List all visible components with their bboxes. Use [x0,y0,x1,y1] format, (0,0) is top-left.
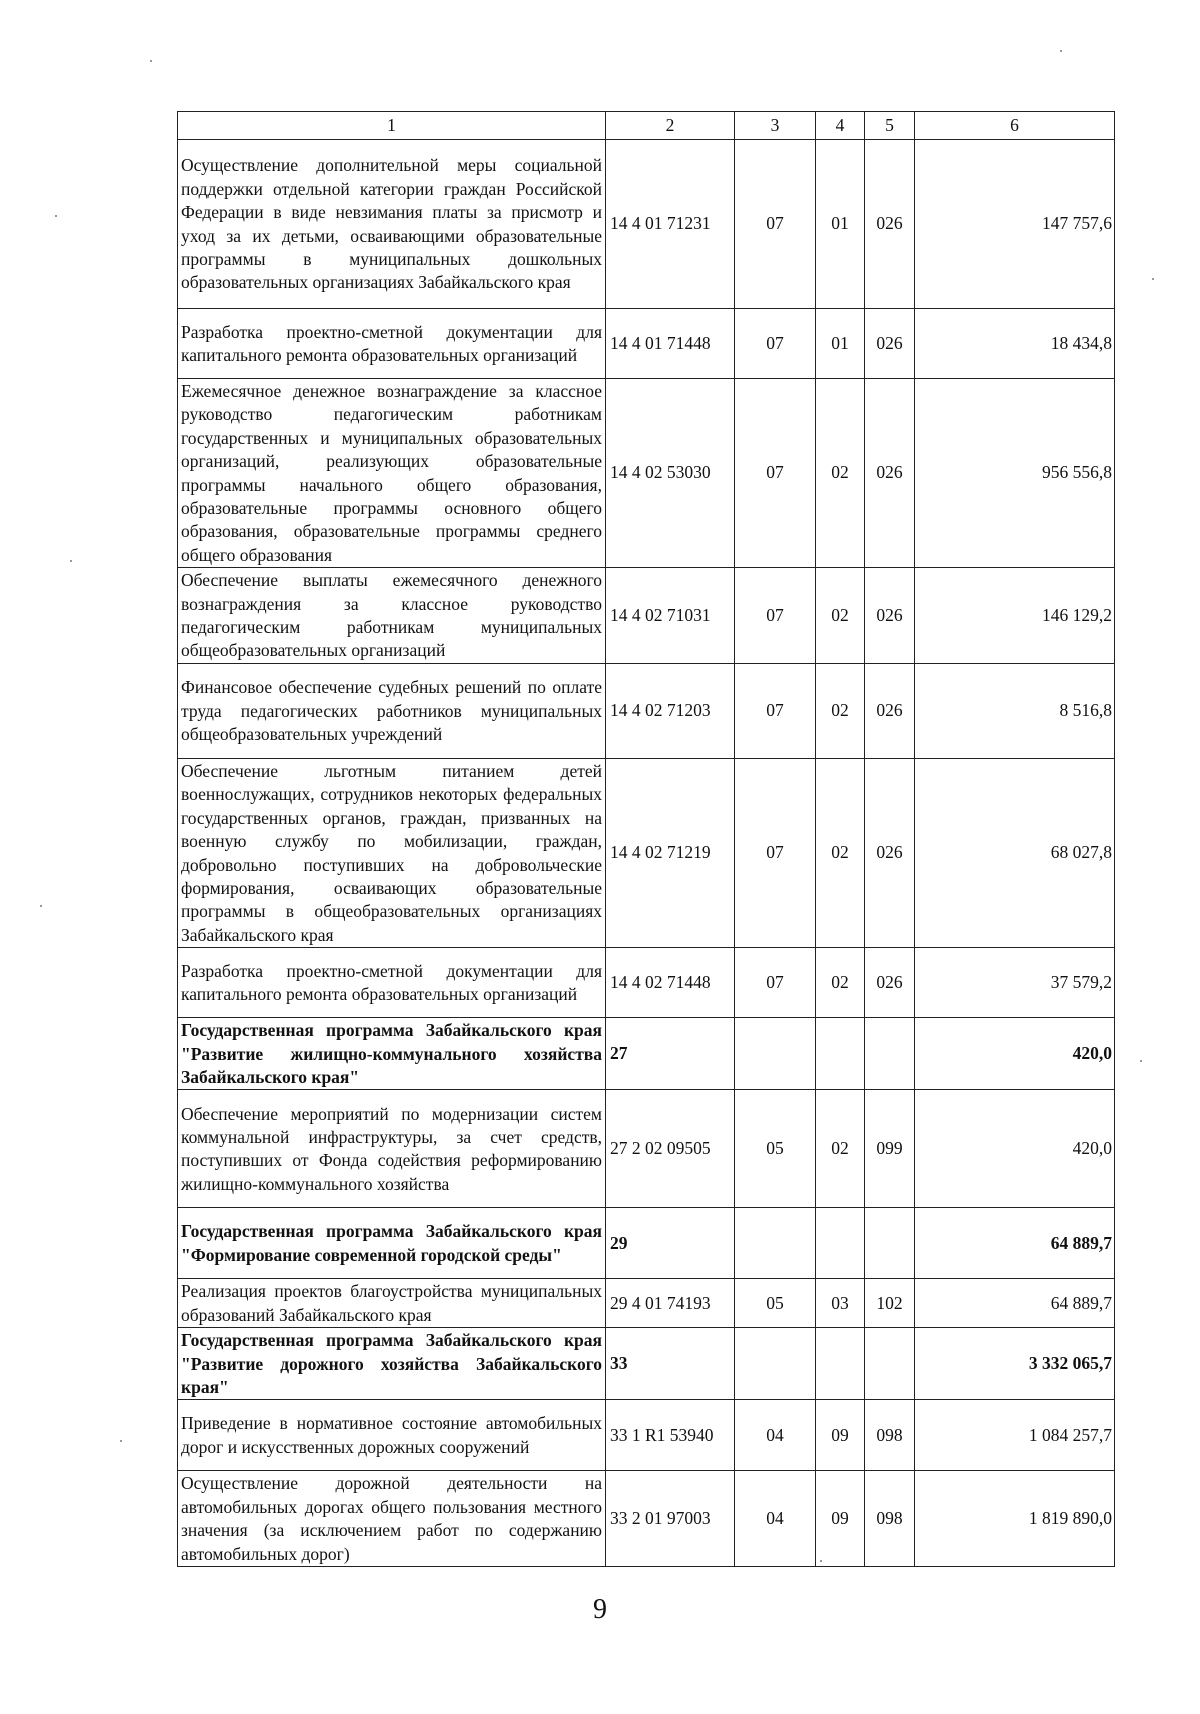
row-name-cell: Обеспечение льготным питанием детей военнослужащих, сотрудников некоторых федеральных государственных органов, граждан, призванных на военную службу по мобилизации, граждан, добровольно поступивших на добровольческие формирования, осваивающих образовательные программы в общеобразовательных организациях Забайкальского края [178,758,606,947]
scan-speck [150,60,152,62]
row-col3-cell: 07 [735,140,816,309]
row-col4-cell: 02 [816,663,865,758]
row-col4-cell: 02 [816,758,865,947]
budget-table [177,111,1115,1567]
row-col5-cell: 026 [865,309,915,379]
row-code-cell: 14 4 02 71448 [606,948,735,1018]
row-name-cell: Обеспечение выплаты ежемесячного денежного вознаграждения за классное руководство педагогическим работникам муниципальных общеобразовательных организаций [178,568,606,664]
row-col5-cell: 026 [865,758,915,947]
row-code-cell: 33 1 R1 53940 [606,1400,735,1471]
row-col4-cell: 01 [816,309,865,379]
row-col3-cell [735,1208,816,1279]
scan-speck [40,905,42,907]
row-col3-cell: 04 [735,1400,816,1471]
row-amount-cell: 1 084 257,7 [915,1400,1115,1471]
row-code-cell: 33 2 01 97003 [606,1471,735,1567]
program-row [178,1208,1115,1279]
row-code-cell: 27 2 02 09505 [606,1090,735,1208]
row-col3-cell: 07 [735,379,816,568]
row-col3-cell: 07 [735,758,816,947]
row-code-cell: 29 4 01 74193 [606,1279,735,1328]
row-code-cell: 27 [606,1018,735,1090]
table-row [178,948,1115,1018]
row-code-cell: 14 4 01 71231 [606,140,735,309]
row-col3-cell: 07 [735,568,816,664]
row-amount-cell: 956 556,8 [915,379,1115,568]
row-col3-cell: 05 [735,1279,816,1328]
row-amount-cell: 420,0 [915,1090,1115,1208]
row-name-cell: Финансовое обеспечение судебных решений по оплате труда педагогических работников муниципальных общеобразовательных учреждений [178,663,606,758]
row-code-cell: 14 4 01 71448 [606,309,735,379]
row-col5-cell [865,1208,915,1279]
row-amount-cell: 420,0 [915,1018,1115,1090]
page-number: 9 [593,1594,607,1625]
row-amount-cell: 68 027,8 [915,758,1115,947]
row-col4-cell: 02 [816,948,865,1018]
row-name-cell: Государственная программа Забайкальского края "Формирование современной городской среды" [178,1208,606,1279]
row-col4-cell: 01 [816,140,865,309]
row-col5-cell: 098 [865,1471,915,1567]
row-col3-cell [735,1018,816,1090]
table-header-row [178,112,1115,140]
row-col4-cell: 02 [816,379,865,568]
table-row [178,1471,1115,1567]
table-row [178,1090,1115,1208]
row-col3-cell: 07 [735,309,816,379]
row-col5-cell: 026 [865,663,915,758]
row-name-cell: Приведение в нормативное состояние автомобильных дорог и искусственных дорожных сооружений [178,1400,606,1471]
row-code-cell: 14 4 02 71203 [606,663,735,758]
row-col3-cell: 04 [735,1471,816,1567]
program-row [178,1328,1115,1400]
row-name-cell: Реализация проектов благоустройства муниципальных образований Забайкальского края [178,1279,606,1328]
row-code-cell: 33 [606,1328,735,1400]
row-amount-cell: 64 889,7 [915,1279,1115,1328]
row-code-cell: 14 4 02 71219 [606,758,735,947]
row-name-cell: Разработка проектно-сметной документации для капитального ремонта образовательных организаций [178,309,606,379]
row-amount-cell: 64 889,7 [915,1208,1115,1279]
row-col4-cell: 02 [816,1090,865,1208]
row-col3-cell [735,1328,816,1400]
row-code-cell: 29 [606,1208,735,1279]
header-col-6: 6 [915,112,1115,140]
row-col4-cell: 09 [816,1471,865,1567]
row-col4-cell: 09 [816,1400,865,1471]
row-col5-cell: 026 [865,140,915,309]
scan-speck [70,560,72,562]
scan-speck [1140,1060,1142,1062]
row-col3-cell: 05 [735,1090,816,1208]
row-code-cell: 14 4 02 53030 [606,379,735,568]
scan-speck [120,1440,122,1442]
table-row [178,568,1115,664]
row-name-cell: Разработка проектно-сметной документации для капитального ремонта образовательных организаций [178,948,606,1018]
row-col5-cell: 098 [865,1400,915,1471]
row-col4-cell [816,1328,865,1400]
row-col3-cell: 07 [735,663,816,758]
row-col5-cell [865,1328,915,1400]
row-col5-cell: 026 [865,379,915,568]
scan-speck [820,1560,822,1562]
row-col4-cell [816,1208,865,1279]
table-row [178,379,1115,568]
header-col-4: 4 [816,112,865,140]
table-row [178,140,1115,309]
row-col5-cell [865,1018,915,1090]
row-col4-cell: 02 [816,568,865,664]
row-amount-cell: 8 516,8 [915,663,1115,758]
header-col-5: 5 [865,112,915,140]
program-row [178,1018,1115,1090]
row-name-cell: Осуществление дорожной деятельности на автомобильных дорогах общего пользования местного значения (за исключением работ по содержанию автомобильных дорог) [178,1471,606,1567]
table-row [178,1400,1115,1471]
row-amount-cell: 37 579,2 [915,948,1115,1018]
scan-speck [1060,50,1062,52]
scan-speck [55,215,57,217]
row-col5-cell: 102 [865,1279,915,1328]
header-col-2: 2 [606,112,735,140]
table-row [178,663,1115,758]
row-col5-cell: 026 [865,568,915,664]
row-col4-cell [816,1018,865,1090]
scan-speck [1152,278,1154,280]
table-row [178,1279,1115,1328]
row-name-cell: Государственная программа Забайкальского края "Развитие дорожного хозяйства Забайкальского края" [178,1328,606,1400]
row-amount-cell: 18 434,8 [915,309,1115,379]
table-row [178,758,1115,947]
row-name-cell: Ежемесячное денежное вознаграждение за классное руководство педагогическим работникам государственных и муниципальных образовательных организаций, реализующих образовательные программы начального общего образования, образовательные программы основного общего образования, образовательные программы среднего общего образования [178,379,606,568]
header-col-1: 1 [178,112,606,140]
row-amount-cell: 146 129,2 [915,568,1115,664]
row-amount-cell: 3 332 065,7 [915,1328,1115,1400]
header-col-3: 3 [735,112,816,140]
row-col3-cell: 07 [735,948,816,1018]
row-col5-cell: 026 [865,948,915,1018]
row-name-cell: Осуществление дополнительной меры социальной поддержки отдельной категории граждан Российской Федерации в виде невзимания платы за присмотр и уход за их детьми, осваивающими образовательные программы в муниципальных дошкольных образовательных организациях Забайкальского края [178,140,606,309]
row-col4-cell: 03 [816,1279,865,1328]
table-row [178,309,1115,379]
row-code-cell: 14 4 02 71031 [606,568,735,664]
row-amount-cell: 1 819 890,0 [915,1471,1115,1567]
row-col5-cell: 099 [865,1090,915,1208]
row-amount-cell: 147 757,6 [915,140,1115,309]
row-name-cell: Государственная программа Забайкальского края "Развитие жилищно-коммунального хозяйства Забайкальского края" [178,1018,606,1090]
row-name-cell: Обеспечение мероприятий по модернизации систем коммунальной инфраструктуры, за счет средств, поступивших от Фонда содействия реформированию жилищно-коммунального хозяйства [178,1090,606,1208]
